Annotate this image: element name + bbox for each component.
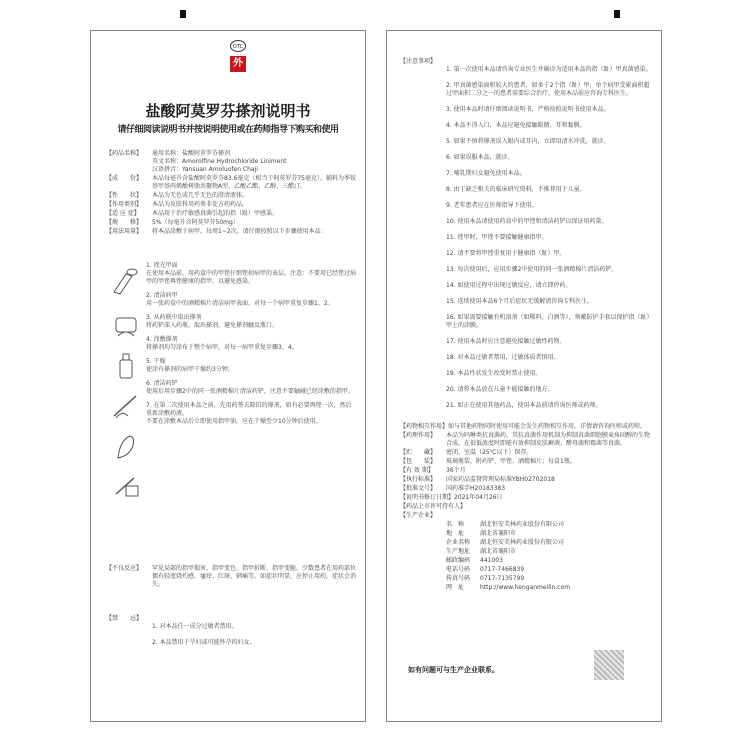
note-item: 5. 如果不慎将搽剂误入眼内或耳内，立即用清水冲洗，就诊。 <box>446 138 610 145</box>
bottle-icon <box>108 348 144 384</box>
row-label: 【药品上市许可持有人】 <box>400 503 467 510</box>
contact-label: 传真号码 <box>446 575 471 582</box>
row-label: 【用法用量】 <box>106 228 143 235</box>
note-item: 8. 由于缺乏相关的临床研究资料，不推荐用于儿童。 <box>446 186 586 193</box>
row-value <box>446 512 652 520</box>
note-item: 9. 老年患者应在医师指导下使用。 <box>446 202 538 209</box>
contact-label: 电话号码 <box>446 566 471 573</box>
row-label: 【包 装】 <box>400 458 437 465</box>
row-value: 如与其他药物同时使用可能会发生药物相互作用，详情请咨询医师或药师。 <box>448 423 647 430</box>
row-label: 【有 效 期】 <box>400 467 434 474</box>
row-value: 国家药品监督管理局标准YBH02702018 <box>446 476 555 483</box>
contact-label: 企业名称 <box>446 539 471 546</box>
dosage-step: 3. 从药瓶中取出搽剂 将药铲深入药瓶，取出搽剂，避免搽剂触及瓶口。 <box>146 314 279 329</box>
info-row <box>400 512 652 520</box>
contra-item: 1. 对本品任一成分过敏者禁用。 <box>152 623 238 630</box>
row-value: 本品为无色或几乎无色的澄清液体。 <box>152 192 249 199</box>
note-item: 13. 每次使用后，应用步骤2中使用的同一张酒精棉片清洁药铲。 <box>446 266 618 273</box>
contact-label: 邮政编码 <box>446 557 471 564</box>
info-row <box>106 219 358 227</box>
row-label: 【批准文号】 <box>400 485 437 492</box>
row-label: 【贮 藏】 <box>400 449 437 456</box>
note-item: 19. 本品性状发生改变时禁止使用。 <box>446 370 542 377</box>
contact-value: 0717-7466839 <box>480 566 525 573</box>
row-label: 【性 状】 <box>106 192 143 199</box>
document-title: 盐酸阿莫罗芬搽剂说明书 <box>145 102 311 120</box>
row-value <box>152 615 358 655</box>
note-item: 12. 请不要将甲锉重复用于健康指（趾）甲。 <box>446 250 566 257</box>
contact-remarks: 如有问题可与生产企业联系。 <box>408 666 499 674</box>
row-value: 36个月 <box>446 467 466 474</box>
crop-marker <box>614 10 620 18</box>
info-row <box>106 565 358 589</box>
info-row <box>400 449 652 457</box>
row-label: 【说明书修订日期】 <box>400 494 455 501</box>
dosage-step: 1. 锉光甲面 在使用本品前，用药盒中的甲锉仔细锉掉病甲的表层。注意：不要用已经锉过病甲的甲锉再锉健康的指甲，以避免感染。 <box>146 262 357 285</box>
note-item: 11. 锉甲时，甲锉不要接触健康指甲。 <box>446 234 548 241</box>
info-row <box>400 458 652 466</box>
note-item: 7. 哺乳期妇女避免使用本品。 <box>446 170 526 177</box>
row-label: 【执行标准】 <box>400 476 437 483</box>
row-label: 【药品名称】 <box>106 150 143 157</box>
finger-icon <box>108 428 144 464</box>
info-row <box>400 58 652 418</box>
dosage-step: 6. 清洁药铲 使用后用步骤2中的同一张酒精棉片清洁药铲，注意不要触碰已经涂敷的指甲。 <box>146 380 354 395</box>
clean-applicator-icon <box>108 468 144 504</box>
left-info-rows <box>106 150 358 237</box>
contact-value: 湖北省襄阳市 <box>480 548 517 555</box>
info-row <box>106 175 358 191</box>
row-value: 5%（每毫升含阿莫罗芬50mg） <box>152 219 239 226</box>
note-item: 21. 如正在使用其他药品，使用本品前请咨询医师或药师。 <box>446 402 602 409</box>
contact-label: 名 称 <box>446 521 465 528</box>
row-label: 【成 份】 <box>106 175 143 182</box>
row-value: 本品为吗啉类抗真菌药，其抗真菌作用机制为抑制真菌细胞膜麦角固醇的生物合成，在很低浓度时即能有效抑制皮肤癣菌、酵母菌和霉菌等真菌。 <box>446 432 651 447</box>
website-value: http://www.henganmeilin.com <box>480 584 571 591</box>
dosage-steps <box>146 262 356 432</box>
contact-label: 网 址 <box>446 584 465 591</box>
row-label: 【生产企业】 <box>400 512 437 519</box>
row-value: 罕见局部的指甲损害，指甲变色、指甲折断、指甲变脆，少数患者在用药部位偶有轻度烧灼感、瘙痒、红斑、刺痛等。如症状明显，应停止用药，症状会消失。 <box>152 565 357 588</box>
info-row <box>400 485 652 493</box>
dosage-step: 7. 在第二次使用本品之前，先用药签去除旧的搽剂，如有必要再锉一次，然后重新涂敷药液。 不要在涂敷本品后立即使用指甲油，应在干燥至少10分钟后使用。 <box>146 402 352 425</box>
adverse-section <box>106 565 358 590</box>
info-row <box>400 467 652 475</box>
notes-list <box>446 58 652 418</box>
contact-block <box>446 521 652 592</box>
row-value: 2021年04月26日 <box>454 494 503 501</box>
row-value: 将本品涂敷于病甲，每周1~2次。请仔细按照以下步骤使用本品： <box>152 228 327 235</box>
row-value: 本品每毫升含盐酸阿莫罗芬83.6毫克（相当于阿莫罗芬75毫克）。辅料为季铵基甲基丙烯酸树脂共聚物A型、乙酸乙酯、乙醇、三醋汀。 <box>152 175 356 190</box>
qr-code-icon <box>594 650 624 680</box>
row-label: 【药物相互作用】 <box>400 423 449 430</box>
info-row <box>106 615 358 655</box>
row-value: 本品用于治疗敏感真菌引起的指（趾）甲感染。 <box>152 210 279 217</box>
info-row <box>400 476 652 484</box>
contact-value: 湖北恒安美林药业股份有限公司 <box>480 539 565 546</box>
row-label: 【禁 忌】 <box>106 615 143 622</box>
note-item: 18. 对本品过敏者禁用，过敏体质者慎用。 <box>446 354 560 361</box>
row-label: 【药理作用】 <box>400 432 437 439</box>
contraindication-section <box>106 615 358 656</box>
contact-value: 0717-7135799 <box>480 575 525 582</box>
row-value: 密闭，室温（25℃以下）保存。 <box>446 449 533 456</box>
dosage-step: 4. 涂敷搽剂 将搽剂均匀涂布于整个病甲，对每一病甲重复步骤3、4。 <box>146 336 298 351</box>
contact-label: 生产地址 <box>446 548 471 555</box>
row-label: 【作用类别】 <box>106 201 143 208</box>
info-row <box>106 192 358 200</box>
row-value: 本品为皮肤科用药类非处方药药品。 <box>152 201 249 208</box>
contra-item: 2. 本品禁用于孕妇或可能怀孕的妇女。 <box>152 639 256 646</box>
contact-value: 湖北恒安美林药业股份有限公司 <box>480 521 565 528</box>
row-label: 【规 格】 <box>106 219 143 226</box>
note-item: 10. 使用本品请使用药盒中的甲锉和清洁药铲以保证用药量。 <box>446 218 608 225</box>
otc-mark: OTC <box>230 40 246 52</box>
note-item: 14. 如使用过程中出现过敏反应，请立即停药。 <box>446 282 572 289</box>
contact-label: 地 址 <box>446 530 465 537</box>
note-item: 17. 使用本品时应注意避免接触过敏性药物。 <box>446 338 566 345</box>
note-item: 3. 使用本品时请仔细阅读说明书，严格按照说明书使用本品。 <box>446 106 610 113</box>
row-label: 【不良反应】 <box>106 565 143 572</box>
info-row <box>400 503 652 511</box>
note-item: 4. 本品不得入口，本品应避免接触眼睛、耳和黏膜。 <box>446 122 586 129</box>
row-value: 玻璃瓶装，附药铲、甲锉、酒精棉片；每盒1瓶。 <box>446 458 576 465</box>
info-row <box>106 210 358 218</box>
contact-value: 441003 <box>480 557 503 564</box>
row-value <box>466 503 652 511</box>
row-value: 通用名称：盐酸阿莫罗芬搽剂 英文名称：Amorolfine Hydrochloride Liniment 汉语拼音：Yansuan Amoluofen Chaji <box>152 150 287 173</box>
note-item: 1. 第一次使用本品请咨询专业医生并确诊为适用本品的指（趾）甲真菌感染。 <box>446 66 652 73</box>
info-row <box>106 201 358 209</box>
row-label: 【注意事项】 <box>400 58 437 65</box>
crop-marker <box>180 10 186 18</box>
info-row <box>400 494 652 502</box>
nail-file-icon <box>108 262 144 298</box>
row-label: 【适 应 症】 <box>106 210 140 217</box>
row-value: 国药准字H20183383 <box>446 485 506 492</box>
note-item: 16. 如果需要接触有机溶剂（如稀料、白酒等），须戴防护手套以保护指（趾）甲上的涂膜。 <box>446 314 650 329</box>
note-item: 6. 如果误服本品，就诊。 <box>446 154 514 161</box>
right-info-rows <box>400 58 652 593</box>
info-row <box>106 150 358 174</box>
dosage-step: 5. 干燥 使涂有搽剂的病甲干燥约3分钟。 <box>146 358 234 373</box>
document-subtitle: 请仔细阅读说明书并按说明使用或在药师指导下购买和使用 <box>117 125 339 135</box>
info-row <box>400 423 652 431</box>
applicator-icon <box>108 388 144 424</box>
external-use-mark: 外 <box>230 56 246 72</box>
info-row <box>400 432 652 448</box>
cotton-pad-icon <box>108 308 144 344</box>
info-row <box>106 228 358 236</box>
note-item: 20. 请将本品放在儿童不能接触的地方。 <box>446 386 554 393</box>
dosage-step: 2. 清洁病甲 用一张药盒中的酒精棉片清洁病甲表面。对每一个病甲重复步骤1、2。 <box>146 292 334 307</box>
note-item: 2. 甲真菌感染面积较大的患者，如多于2个指（趾）甲，单个病甲受累面积超过甲面积二分之一的患者需要综合治疗，使用本品前应咨询专科医生。 <box>446 82 650 97</box>
contact-value: 湖北省襄阳市 <box>480 530 517 537</box>
note-item: 15. 连续使用本品6个月后症状无缓解请咨询专科医生。 <box>446 298 594 305</box>
